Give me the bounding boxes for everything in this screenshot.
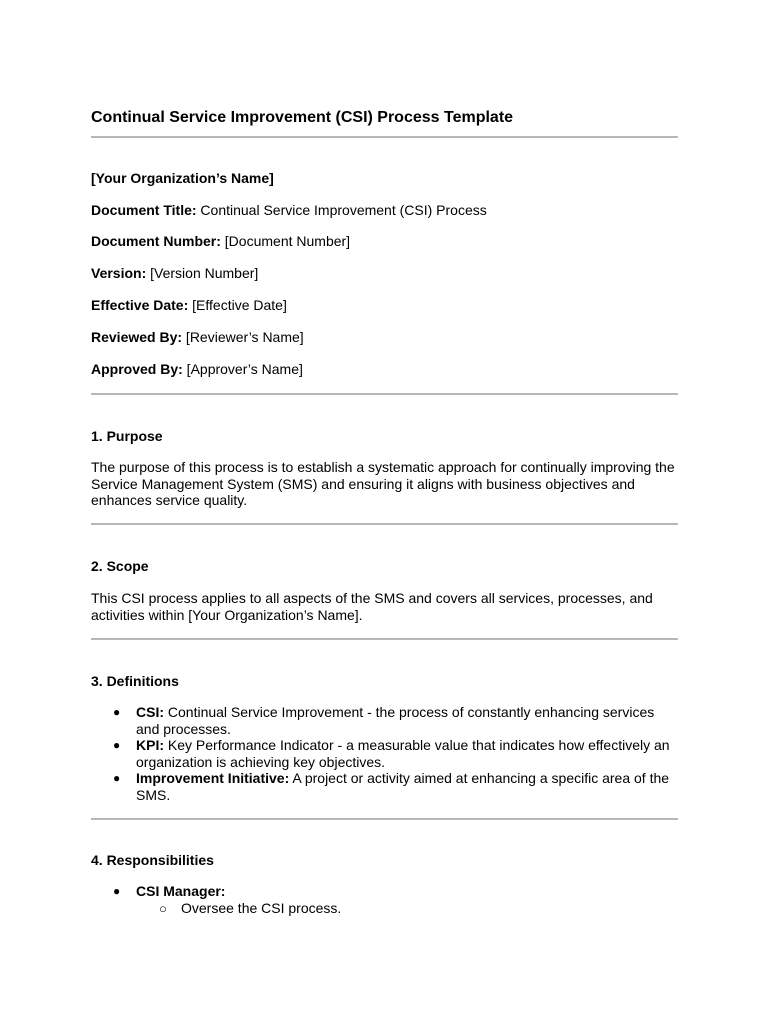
meta-document-number xyxy=(91,233,350,250)
section-heading-responsibilities: 4. Responsibilities xyxy=(91,852,214,868)
list-item xyxy=(91,883,678,900)
definition-text: A project or activity aimed at enhancing a specific area of the SMS. xyxy=(136,770,670,803)
definition-text: Key Performance Indicator - a measurable value that indicates how effectively an organization is achieving key objectives. xyxy=(136,737,670,770)
list-item xyxy=(91,704,678,737)
bullet-icon: ● xyxy=(113,771,121,785)
meta-value: Continual Service Improvement (CSI) Process xyxy=(196,202,487,218)
definition-term: CSI: xyxy=(136,704,164,720)
definition-term: Improvement Initiative: xyxy=(136,770,290,786)
divider xyxy=(91,523,678,525)
definitions-list xyxy=(91,704,678,803)
role-task: Oversee the CSI process. xyxy=(181,900,342,916)
meta-approved-by xyxy=(91,361,303,378)
meta-reviewed-by xyxy=(91,329,304,346)
meta-label: Version: xyxy=(91,265,147,281)
meta-label: Document Number: xyxy=(91,233,221,249)
meta-value: [Effective Date] xyxy=(188,297,287,313)
section-heading-definitions: 3. Definitions xyxy=(91,673,179,689)
section-body-scope: This CSI process applies to all aspects of the SMS and covers all services, processes, and activities within [Your Organization’s Name]. xyxy=(91,590,653,623)
document-title: Continual Service Improvement (CSI) Process Template xyxy=(91,109,514,126)
bullet-icon: ● xyxy=(113,738,121,752)
meta-label: Document Title: xyxy=(91,202,197,218)
meta-effective-date xyxy=(91,297,287,314)
divider xyxy=(91,393,678,395)
meta-document-title xyxy=(91,202,487,219)
org-name-text: [Your Organization’s Name] xyxy=(91,170,274,186)
section-body-purpose: The purpose of this process is to establish a systematic approach for continually improving the Service Management System (SMS) and ensuring it aligns with business objectives and enhances service quality. xyxy=(91,459,675,508)
circle-bullet-icon: ○ xyxy=(159,901,167,916)
meta-value: [Document Number] xyxy=(220,233,351,249)
definition-term: KPI: xyxy=(136,737,164,753)
org-name xyxy=(91,170,274,187)
meta-value: [Reviewer’s Name] xyxy=(182,329,304,345)
divider xyxy=(91,136,678,138)
list-item xyxy=(91,770,678,803)
definition-text: Continual Service Improvement - the process of constantly enhancing services and processes. xyxy=(136,704,655,737)
meta-value: [Approver’s Name] xyxy=(182,361,303,377)
list-item xyxy=(91,737,678,770)
role-name: CSI Manager: xyxy=(136,883,226,899)
divider xyxy=(91,638,678,640)
divider xyxy=(91,818,678,820)
bullet-icon: ● xyxy=(113,705,121,719)
meta-value: [Version Number] xyxy=(146,265,259,281)
meta-version xyxy=(91,265,258,282)
meta-label: Approved By: xyxy=(91,361,183,377)
meta-label: Effective Date: xyxy=(91,297,189,313)
section-heading-scope: 2. Scope xyxy=(91,558,149,574)
meta-label: Reviewed By: xyxy=(91,329,183,345)
bullet-icon: ● xyxy=(113,884,121,898)
responsibilities-list xyxy=(91,883,678,900)
section-heading-purpose: 1. Purpose xyxy=(91,428,163,444)
